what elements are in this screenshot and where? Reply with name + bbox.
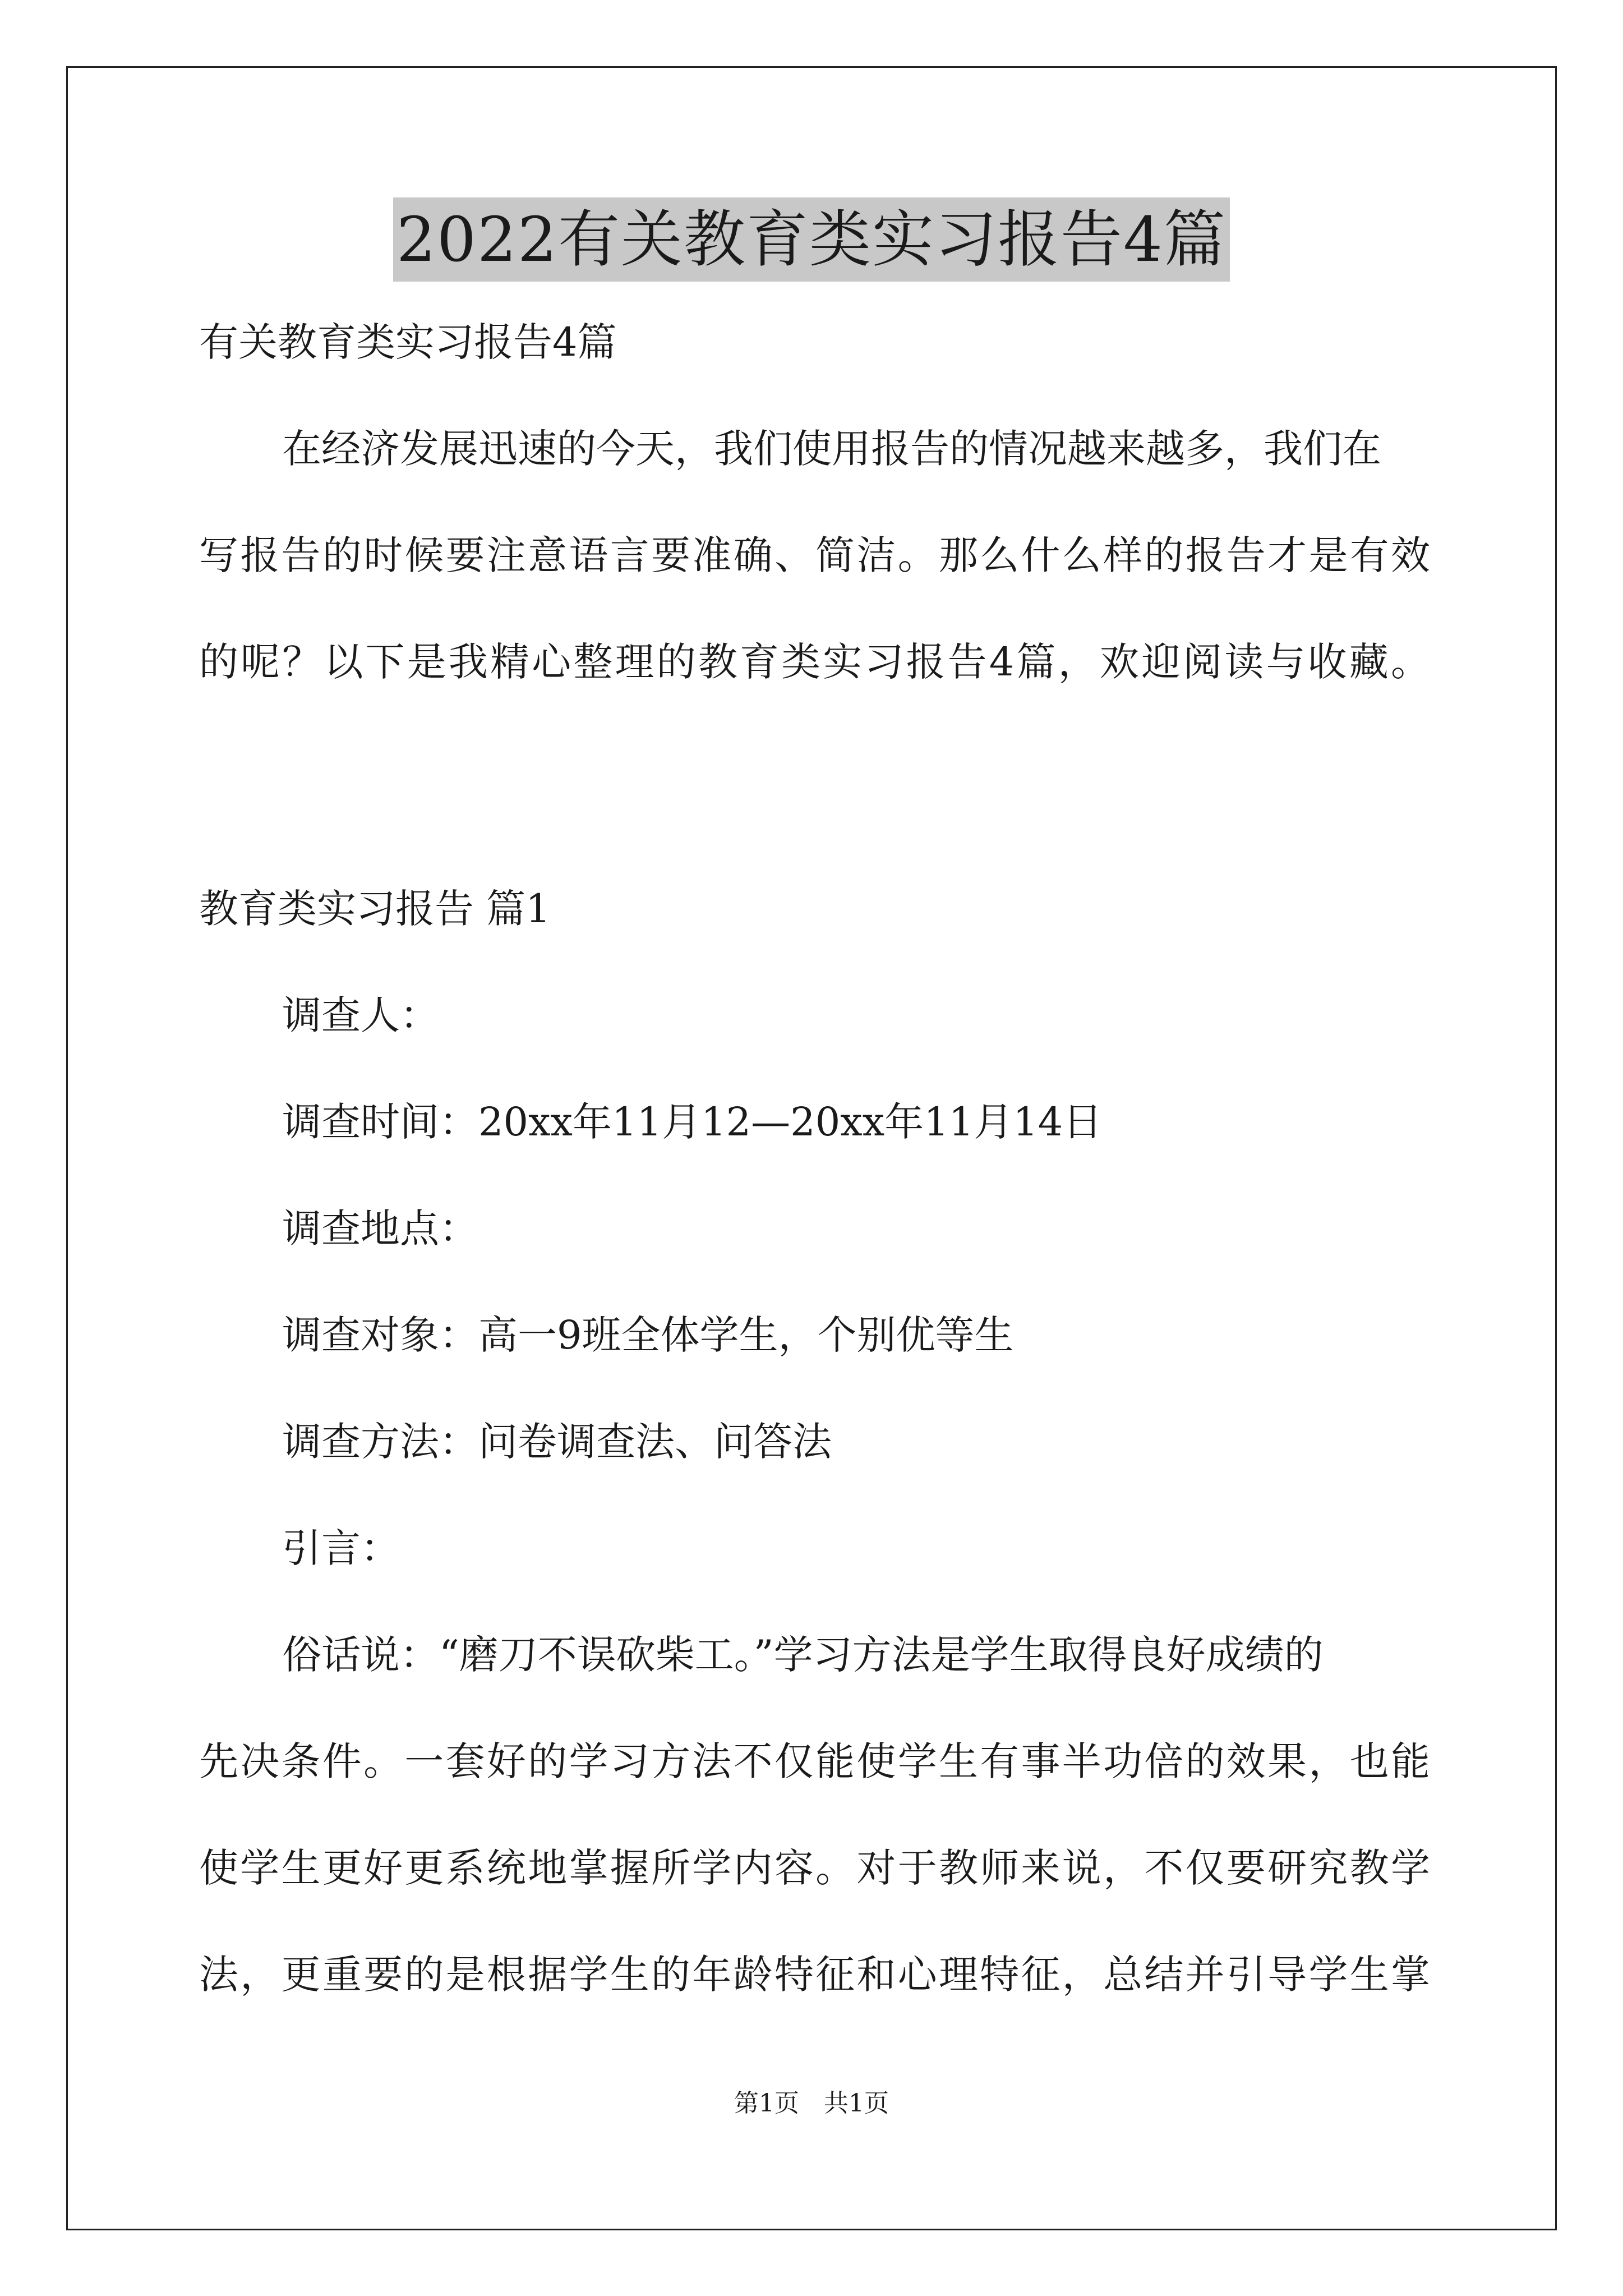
paragraph-line: 使学生更好更系统地掌握所学内容。对于教师来说，不仅要研究教学 [199, 1845, 1430, 1891]
field-line: 调查人： [282, 992, 439, 1038]
paragraph-line: 法，更重要的是根据学生的年龄特征和心理特征，总结并引导学生掌 [199, 1952, 1430, 1998]
paragraph-line: 在经济发展迅速的今天，我们使用报告的情况越来越多，我们在 [282, 426, 1381, 472]
paragraph-line: 写报告的时候要注意语言要准确、简洁。那么什么样的报告才是有效 [199, 532, 1430, 578]
field-line: 调查地点： [282, 1205, 478, 1251]
paragraph-line: 俗话说：“磨刀不误砍柴工。”学习方法是学生取得良好成绩的 [282, 1632, 1324, 1678]
paragraph-line: 的呢？以下是我精心整理的教育类实习报告4篇，欢迎阅读与收藏。 [199, 639, 1430, 685]
field-line: 调查方法：问卷调查法、问答法 [282, 1419, 832, 1465]
section-heading: 教育类实习报告 篇1 [199, 886, 551, 932]
field-line: 调查时间：20xx年11月12—20xx年11月14日 [282, 1099, 1103, 1145]
page-footer: 第1页 共1页 [734, 2089, 889, 2118]
field-line: 调查对象：高一9班全体学生，个别优等生 [282, 1312, 1014, 1358]
subtitle-line: 有关教育类实习报告4篇 [199, 319, 617, 365]
document-title: 2022有关教育类实习报告4篇 [393, 197, 1230, 282]
paragraph-line: 先决条件。一套好的学习方法不仅能使学生有事半功倍的效果，也能 [199, 1738, 1430, 1784]
field-line: 引言： [282, 1525, 400, 1571]
title-container [0, 197, 1623, 282]
